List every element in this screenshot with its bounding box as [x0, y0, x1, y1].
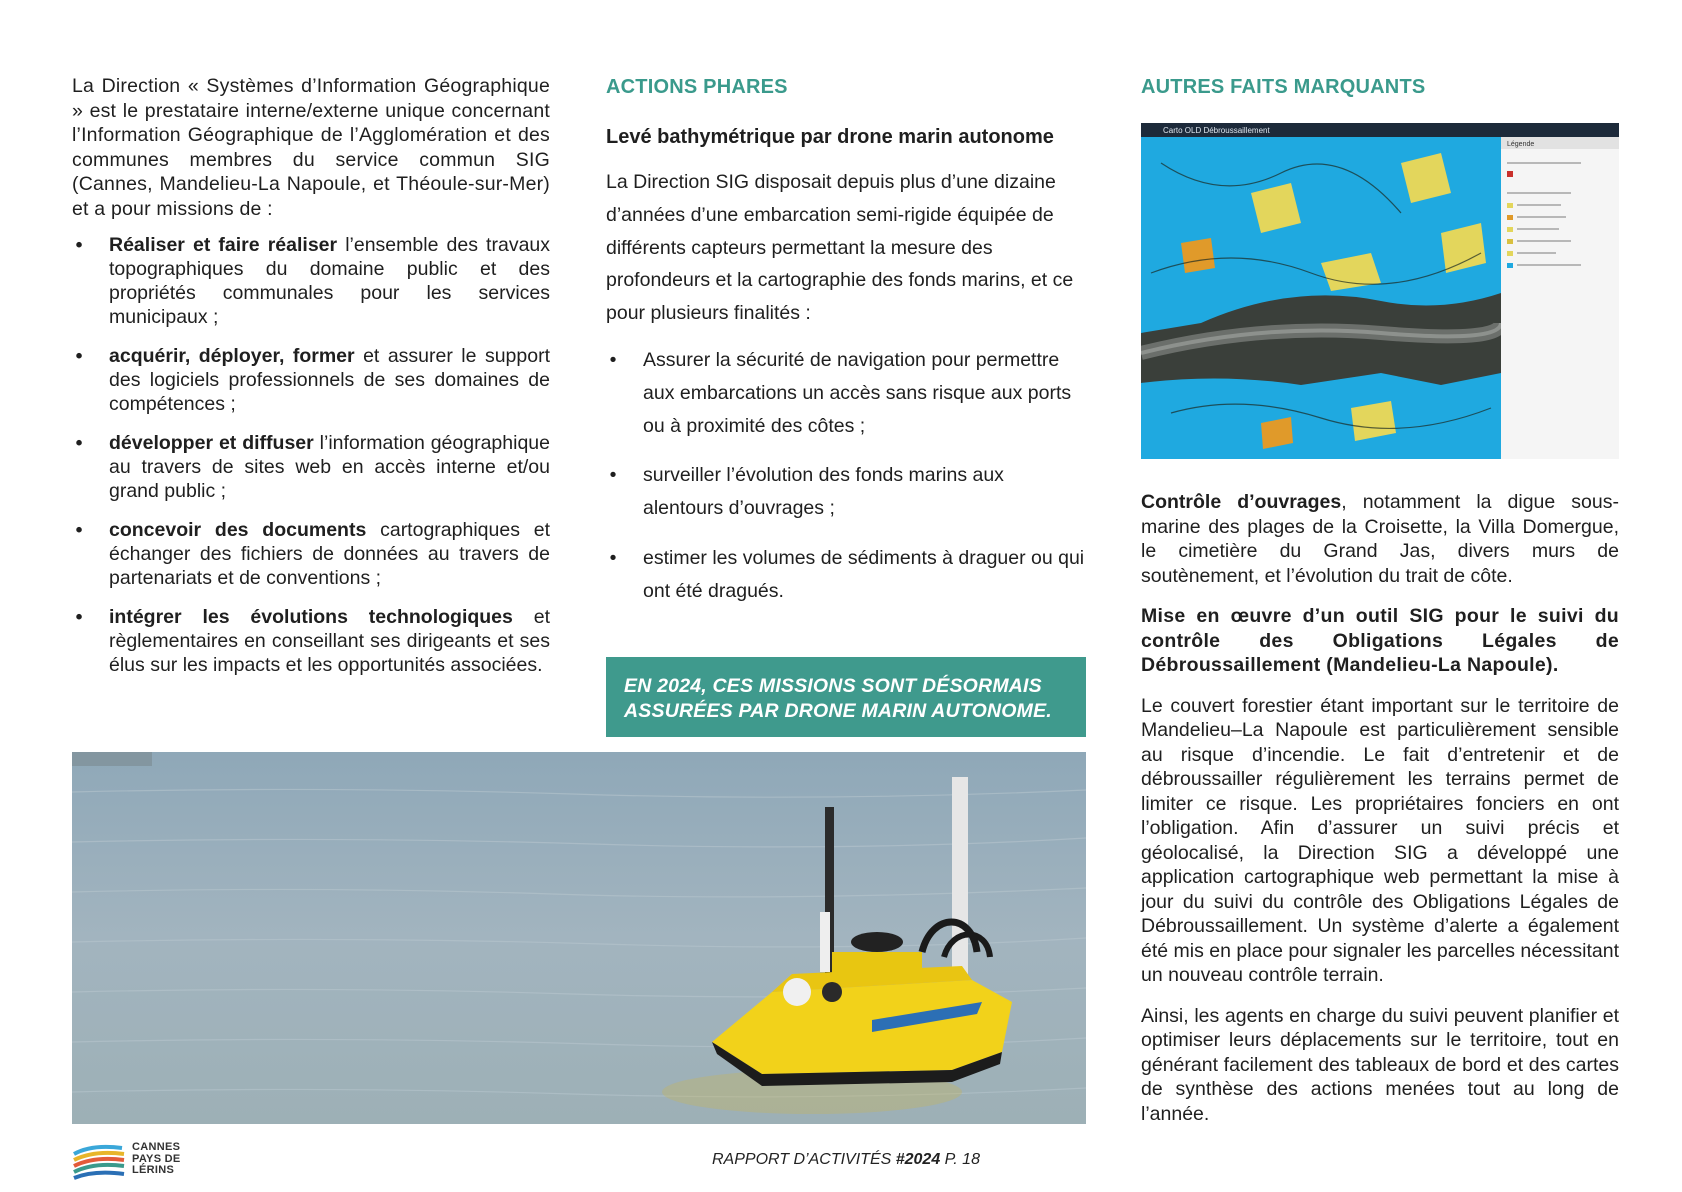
section-subheading: Levé bathymétrique par drone marin autonome — [606, 126, 1054, 148]
bullet-bold: acquérir, déployer, former — [109, 345, 355, 367]
intro-paragraph: La Direction « Systèmes d’Information Géographique » est le prestataire interne/externe unique concernant l’Information Géographique de l’Agglomération et des communes membres du service commun SIG (Cannes, Mandelieu-La Napoule, et Théoule-sur-Mer) et a pour missions de : — [72, 75, 550, 220]
bullet-text: estimer les volumes de sédiments à draguer ou qui ont été dragués. — [643, 546, 1085, 602]
list-item — [606, 542, 1086, 608]
bullet-text: surveiller l’évolution des fonds marins aux alentours d’ouvrages ; — [643, 464, 1004, 520]
bullet-bold: concevoir des documents — [109, 519, 367, 541]
gis-map-screenshot — [1141, 123, 1619, 459]
bullet-bold: développer et diffuser — [109, 432, 314, 454]
list-item — [72, 605, 550, 677]
map-illustration — [1141, 123, 1619, 459]
bullet-text: cartographiques et échanger des fichiers de données au travers de partenariats et de conventions ; — [109, 519, 550, 589]
drone-photo-illustration — [72, 752, 1086, 1124]
drone-boat-photo — [72, 752, 1086, 1124]
highlight-banner: EN 2024, CES MISSIONS SONT DÉSORMAIS ASSURÉES PAR DRONE MARIN AUTONOME. — [606, 657, 1086, 737]
bullet-text: Assurer la sécurité de navigation pour permettre aux embarcations un accès sans risque aux ports ou à proximité des côtes ; — [643, 348, 1072, 437]
map-legend-title: Légende — [1507, 141, 1535, 148]
logo-text — [132, 1142, 181, 1177]
right-column — [1141, 74, 1619, 100]
old-tool-heading: Mise en œuvre d’un outil SIG pour le suivi du contrôle des Obligations Légales de Débroussaillement (Mandelieu-La Napoule). — [1141, 605, 1619, 676]
list-item — [606, 459, 1086, 525]
logo-line: PAYS DE — [132, 1152, 181, 1165]
bullet-text: l’ensemble des travaux topographiques du domaine public et des propriétés communales pour les services municipaux ; — [109, 234, 551, 328]
logo-line: CANNES — [132, 1141, 181, 1153]
bullet-icon: • — [609, 546, 617, 569]
controle-ouvrages-bold: Contrôle d’ouvrages — [1141, 491, 1342, 513]
map-title: Carto OLD Débroussaillement — [1163, 126, 1270, 135]
report-label: RAPPORT D’ACTIVITÉS — [712, 1151, 896, 1168]
finalities-list — [606, 344, 1086, 608]
section-heading-actions: ACTIONS PHARES — [606, 76, 788, 98]
section-heading-autres: AUTRES FAITS MARQUANTS — [1141, 76, 1426, 98]
page-number: P. 18 — [940, 1151, 980, 1168]
agents-paragraph: Ainsi, les agents en charge du suivi peuvent planifier et optimiser leurs déplacements sur le territoire, tout en générant facilement des tableaux de bord et des cartes de synthèse des actions menées tout au long de l’année. — [1141, 1004, 1619, 1125]
controle-ouvrages-text: , notamment la digue sous-marine des plages de la Croisette, la Villa Domergue, le cimetière du Grand Jas, divers murs de soutènement, et l’évolution du trait de côte. — [1141, 491, 1619, 587]
logo-line: LÉRINS — [132, 1164, 175, 1176]
missions-list — [72, 233, 550, 677]
bullet-text: et assurer le support des logiciels professionnels de ses domaines de compétences ; — [109, 345, 550, 415]
bullet-text: et règlementaires en conseillant ses dirigeants et ses élus sur les impacts et les opportunités associées. — [109, 606, 550, 676]
bullet-bold: Réaliser et faire réaliser — [109, 234, 338, 256]
list-item — [72, 518, 550, 590]
report-year: #2024 — [895, 1151, 941, 1168]
left-column — [72, 74, 550, 692]
bullet-text: l’information géographique au travers de sites web en accès interne et/ou grand public ; — [109, 432, 550, 502]
controle-ouvrages-paragraph — [1141, 490, 1619, 588]
logo-waves-icon — [72, 1142, 128, 1182]
list-item — [72, 233, 550, 329]
list-item — [72, 344, 550, 416]
bullet-icon: • — [75, 519, 83, 541]
bullet-icon: • — [75, 234, 83, 256]
bullet-icon: • — [609, 348, 617, 371]
bullet-icon: • — [75, 345, 83, 367]
bullet-icon: • — [75, 606, 83, 628]
forest-paragraph: Le couvert forestier étant important sur le territoire de Mandelieu–La Napoule est particulièrement sensible au risque d’incendie. Le fait d’entretenir et de débroussailler régulièrement les terrains permet de limiter ce risque. Les propriétaires fonciers en ont l’obligation. Afin d’assurer un suivi précis et géolocalisé, la Direction SIG a développé une application cartographique web permettant la mise à jour du suivi du contrôle des Obligations Légales de Débroussaillement. Un système d’alerte a également été mis en place pour signaler les parcelles nécessitant un nouveau contrôle terrain. — [1141, 694, 1620, 986]
cannes-lerins-logo — [72, 1142, 192, 1182]
bullet-icon: • — [75, 432, 83, 454]
right-column-text — [1141, 490, 1619, 1126]
list-item — [606, 344, 1086, 442]
bullet-bold: intégrer les évolutions technologiques — [109, 606, 513, 628]
page-footer — [712, 1151, 980, 1169]
bathymetry-paragraph: La Direction SIG disposait depuis plus d’une dizaine d’années d’une embarcation semi-rigide équipée de différents capteurs permettant la mesure des profondeurs et la cartographie des fonds marins, et ce pour plusieurs finalités : — [606, 171, 1074, 325]
bullet-icon: • — [609, 464, 617, 487]
list-item — [72, 431, 550, 503]
middle-column — [606, 74, 1086, 625]
